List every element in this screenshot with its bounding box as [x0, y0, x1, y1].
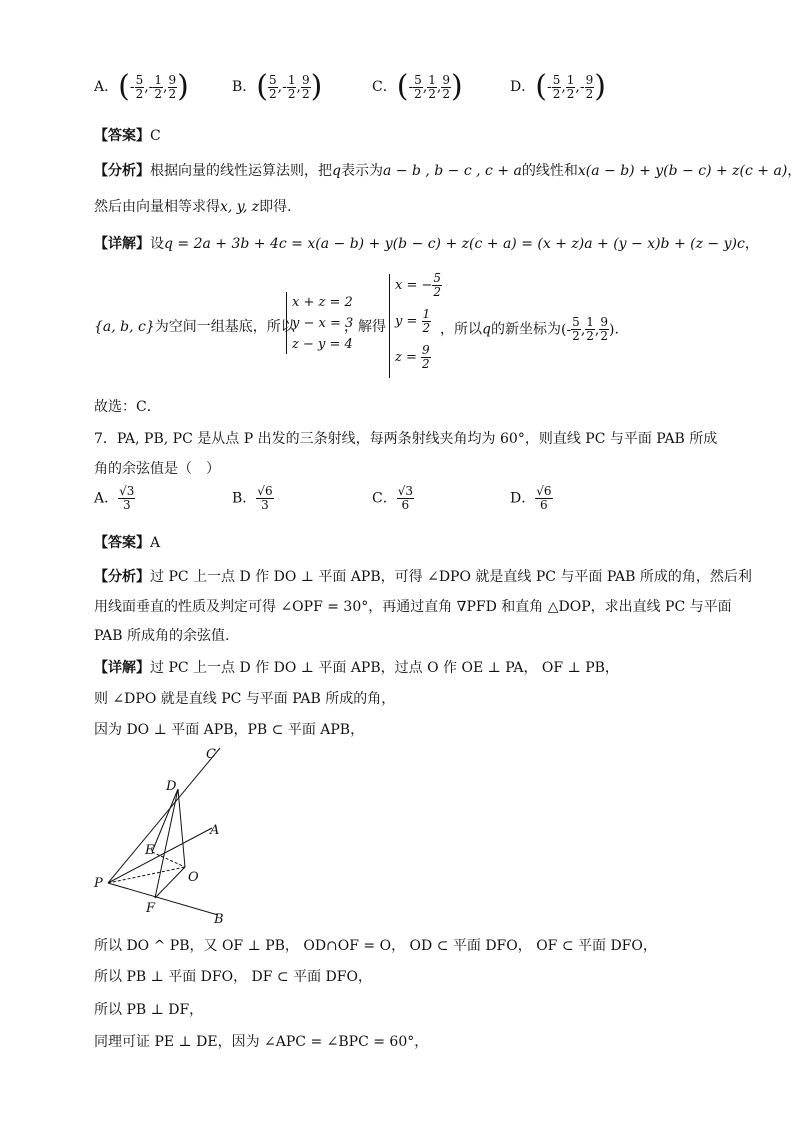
numerator: 5	[552, 72, 561, 87]
segment-df	[155, 789, 178, 898]
label-f: F	[146, 901, 156, 916]
numerator: 5	[135, 72, 144, 87]
brace-1	[286, 292, 287, 354]
q7-stem-line2: 角的余弦值是（ ）	[94, 461, 220, 477]
denominator: 6	[401, 498, 410, 512]
comma: ,	[594, 321, 600, 338]
denominator: 3	[122, 498, 131, 512]
numerator: 1	[154, 72, 163, 87]
vector-q: q	[482, 321, 491, 338]
option-a	[94, 485, 135, 512]
eq-lhs: z =	[395, 350, 422, 365]
analysis-text: 过 PC 上一点 D 作 DO ⊥ 平面 APB，可得 ∠DPO 就是直线 PC 与平面 PAB 所成的角，然后利	[150, 569, 752, 585]
option-label: C．	[372, 79, 397, 95]
q7-detail-line2: 则 ∠DPO 就是直线 PC 与平面 PAB 所成的角，	[94, 691, 396, 707]
fraction	[585, 74, 595, 101]
numerator: √6	[257, 484, 273, 498]
numerator: 9	[422, 343, 430, 357]
label-c: C	[206, 747, 216, 762]
detail-text: 为空间一组基底，所以	[154, 319, 295, 335]
fraction	[153, 74, 163, 101]
sign: -	[408, 79, 414, 95]
detail-text: ，所以	[440, 321, 482, 338]
numerator: 1	[287, 72, 296, 87]
fraction	[168, 74, 178, 101]
sign: -	[129, 79, 135, 95]
sign: -	[148, 79, 154, 95]
paren-right: )	[609, 321, 615, 338]
fraction	[421, 344, 431, 371]
eq-row: y − x = 3	[292, 316, 354, 331]
numerator: 5	[414, 72, 422, 87]
q7-detail-line3: 因为 DO ⊥ 平面 APB，PB ⊂ 平面 APB，	[94, 722, 365, 738]
coordinate-tuple	[560, 315, 615, 343]
q6-answer-line	[94, 125, 161, 145]
numerator: 9	[600, 315, 608, 329]
fraction	[268, 74, 278, 101]
denominator: 2	[422, 357, 430, 371]
label-a: A	[210, 823, 220, 838]
comma: ,	[277, 79, 283, 95]
fraction	[256, 485, 273, 512]
solve-text: ，解得	[344, 319, 386, 335]
fraction	[585, 316, 595, 343]
denominator: 2	[566, 86, 575, 101]
comma: ,	[144, 79, 149, 95]
ray-pb	[108, 883, 218, 915]
option-a	[94, 69, 189, 104]
q6-result	[440, 316, 619, 343]
option-label: C．	[372, 490, 397, 507]
comma: ,	[422, 79, 428, 95]
segment-eo	[152, 852, 185, 867]
fraction	[135, 74, 145, 101]
numerator: √3	[119, 484, 135, 498]
answer-tag: 【答案】	[94, 535, 150, 551]
option-label: D．	[510, 79, 536, 95]
linear-combo: x(a − b) + y(b − c) + z(c + a)	[577, 163, 788, 179]
fraction	[301, 74, 311, 101]
equation-system-2	[395, 272, 442, 380]
analysis-text: 根据向量的线性运算法则，把	[150, 163, 332, 179]
numerator: 5	[433, 271, 442, 285]
paren-right: )	[594, 69, 606, 104]
comma: ,	[575, 79, 580, 95]
denominator: 2	[572, 329, 580, 343]
fraction	[552, 74, 562, 101]
q7-after-line3: 所以 PB ⊥ DF，	[94, 1002, 204, 1018]
numerator: 1	[586, 315, 594, 329]
geometry-figure	[90, 740, 250, 925]
q6-detail-line1	[94, 233, 759, 253]
paren-left: (	[118, 69, 130, 104]
fraction	[599, 316, 609, 343]
sign: -	[546, 79, 552, 95]
analysis-tag: 【分析】	[94, 163, 150, 179]
numerator: 5	[269, 72, 277, 87]
fraction	[427, 74, 437, 101]
comma: ,	[436, 79, 442, 95]
q6-analysis-line2	[94, 196, 292, 216]
q7-analysis-line2: 用线面垂直的性质及判定可得 ∠OPF = 30°，再通过直角 ∇PFD 和直角 △DOP，求出直线 PC 与平面	[94, 599, 732, 615]
q7-detail-line1	[94, 657, 619, 677]
segment-of	[155, 867, 185, 898]
option-b	[232, 485, 274, 512]
detail-text: 过 PC 上一点 D 作 DO ⊥ 平面 APB，过点 O 作 OE ⊥ PA， OF ⊥ PB，	[150, 660, 619, 676]
q7-after-line2: 所以 PB ⊥ 平面 DFO， DF ⊂ 平面 DFO，	[94, 969, 372, 985]
paren-left: (	[256, 69, 269, 104]
option-label: B．	[232, 490, 257, 507]
sign: -	[579, 79, 585, 95]
analysis-text: 即得.	[259, 199, 292, 215]
paren-right: )	[177, 69, 189, 104]
punct: ，	[787, 163, 801, 179]
fraction	[535, 485, 552, 512]
denominator: 2	[442, 86, 450, 101]
numerator: 1	[566, 72, 575, 87]
label-o: O	[188, 870, 199, 885]
answer-value: C	[150, 128, 161, 144]
fraction	[413, 74, 423, 101]
q7-after-line4: 同理可证 PE ⊥ DE，因为 ∠APC = ∠BPC = 60°，	[94, 1034, 429, 1050]
paren-left: (	[560, 321, 567, 338]
coordinate-tuple	[535, 69, 606, 104]
detail-tag: 【详解】	[94, 660, 150, 676]
fraction	[397, 485, 414, 512]
denominator: 2	[428, 86, 436, 101]
q7-analysis-line1	[94, 566, 752, 586]
option-d	[510, 485, 553, 512]
eq-row	[395, 272, 442, 308]
numerator: 9	[585, 72, 594, 87]
option-c	[372, 485, 414, 512]
option-label: A．	[94, 490, 119, 507]
eq-row: z − y = 4	[292, 337, 353, 352]
comma: ,	[580, 321, 586, 338]
fraction	[566, 74, 576, 101]
analysis-text: 然后由向量相等求得	[94, 199, 220, 215]
denominator: 2	[586, 329, 594, 343]
vector-list: a − b , b − c , c + a	[382, 163, 522, 179]
fraction	[432, 272, 442, 299]
punct: ，	[744, 236, 759, 252]
fraction	[422, 308, 432, 335]
sign: -	[566, 321, 572, 338]
comma: ,	[163, 79, 168, 95]
eq-lhs: x = −	[395, 278, 433, 293]
label-p: P	[94, 876, 103, 891]
label-d: D	[166, 779, 177, 794]
comma: ,	[561, 79, 566, 95]
denominator: 2	[422, 321, 431, 335]
answer-tag: 【答案】	[94, 128, 150, 144]
eq-row	[395, 344, 442, 380]
denominator: 2	[600, 329, 608, 343]
comma: ,	[296, 79, 301, 95]
detail-tag: 【详解】	[94, 236, 150, 252]
option-b	[232, 69, 323, 104]
denominator: 2	[154, 86, 163, 101]
option-label: A．	[94, 79, 119, 95]
denominator: 2	[287, 86, 296, 101]
analysis-tag: 【分析】	[94, 569, 150, 585]
numerator: 1	[422, 307, 431, 321]
q7-after-line1: 所以 DO ^ PB，又 OF ⊥ PB， OD∩OF = O， OD ⊂ 平面 DFO， OF ⊂ 平面 DFO，	[94, 938, 657, 954]
detail-equation: q = 2a + 3b + 4c = x(a − b) + y(b − c) + z(c + a) = (x + z)a + (y − x)b + (z − y)c	[164, 236, 745, 252]
numerator: 9	[442, 72, 450, 87]
paren-right: )	[310, 69, 323, 104]
denominator: 3	[261, 498, 269, 512]
segment-de	[152, 789, 178, 852]
eq-row: x + z = 2	[292, 295, 353, 310]
q7-stem-line1: 7．PA, PB, PC 是从点 P 出发的三条射线，每两条射线夹角均为 60°，则直线 PC 与平面 PAB 所成	[94, 431, 718, 447]
vars: x, y, z	[220, 199, 260, 215]
denominator: 2	[414, 86, 422, 101]
brace-2	[389, 274, 390, 378]
numerator: √6	[536, 484, 552, 498]
option-label: B．	[232, 79, 257, 95]
answer-value: A	[150, 535, 161, 551]
option-d	[510, 69, 606, 104]
vector-q: q	[332, 163, 341, 179]
basis-set: {a, b, c}	[94, 319, 155, 335]
denominator: 2	[552, 86, 561, 101]
ray-pc	[108, 748, 220, 883]
numerator: 5	[572, 315, 580, 329]
punct: .	[614, 321, 619, 338]
detail-text: 设	[150, 236, 164, 252]
denominator: 2	[433, 285, 442, 299]
denominator: 2	[168, 86, 177, 101]
segment-do	[178, 789, 185, 867]
numerator: 1	[428, 72, 436, 87]
q7-analysis-line3: PAB 所成角的余弦值.	[94, 628, 230, 644]
analysis-text: 的线性和	[521, 163, 578, 179]
numerator: 9	[168, 72, 177, 87]
eq-row	[395, 308, 442, 344]
sign: -	[282, 79, 287, 95]
paren-left: (	[535, 69, 547, 104]
label-e: E	[145, 843, 155, 858]
option-label: D．	[510, 490, 536, 507]
option-c	[372, 69, 463, 104]
coordinate-tuple	[396, 69, 463, 104]
fraction	[118, 485, 135, 512]
numerator: √3	[397, 484, 413, 498]
coordinate-tuple	[256, 69, 323, 104]
numerator: 9	[301, 72, 310, 87]
coordinate-tuple	[118, 69, 189, 104]
denominator: 6	[540, 498, 548, 512]
label-b: B	[214, 912, 224, 927]
paren-left: (	[396, 69, 409, 104]
q6-choose: 故选：C．	[94, 399, 161, 415]
detail-text: 的新坐标为	[490, 321, 561, 338]
q6-basis	[94, 316, 295, 336]
analysis-text: 表示为	[340, 163, 383, 179]
eq-lhs: y =	[395, 314, 422, 329]
fraction	[571, 316, 581, 343]
denominator: 2	[269, 86, 277, 101]
denominator: 2	[301, 86, 310, 101]
result-coordinate	[560, 315, 615, 343]
denominator: 2	[585, 86, 594, 101]
denominator: 2	[135, 86, 144, 101]
q6-analysis-line1	[94, 160, 801, 180]
fraction	[441, 74, 451, 101]
q7-answer-line	[94, 532, 160, 552]
paren-right: )	[451, 69, 463, 104]
